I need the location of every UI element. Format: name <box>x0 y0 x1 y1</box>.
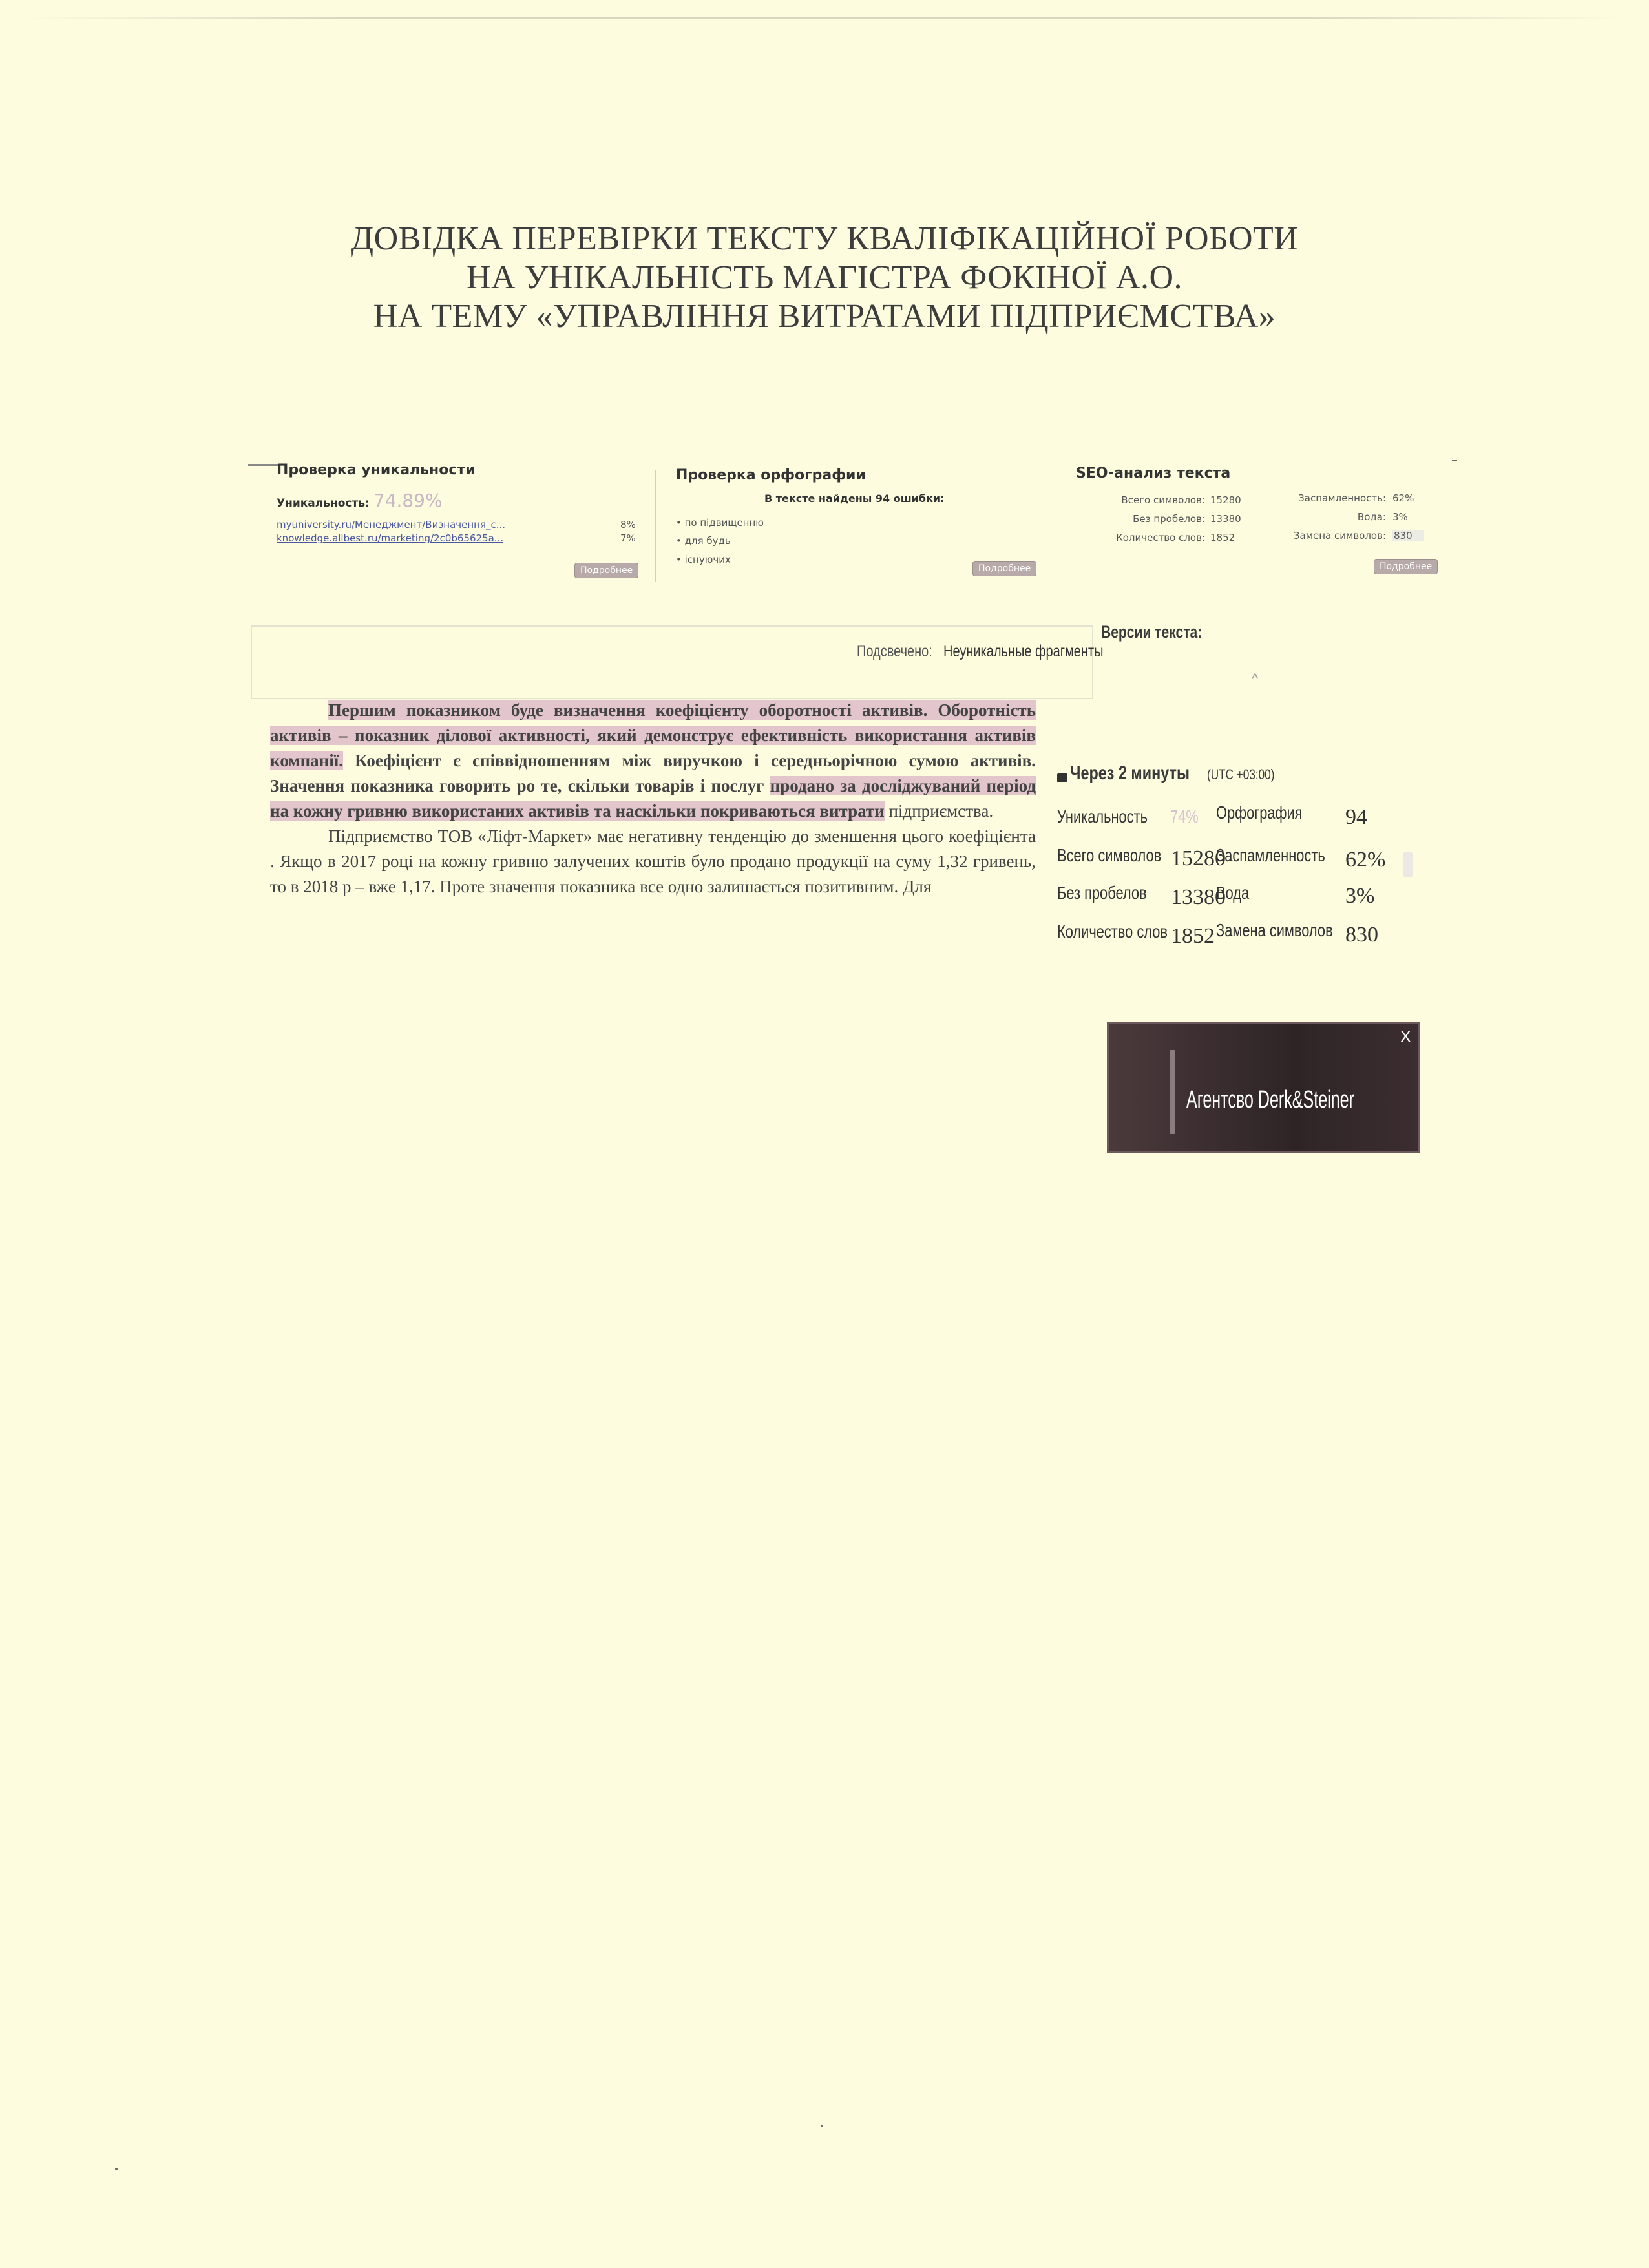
panel-corner-mark <box>1452 460 1457 461</box>
stat-uniq-value: 74% <box>1170 806 1199 826</box>
seo-nospace-value: 13380 <box>1210 513 1241 525</box>
timer: Через 2 минуты (UTC +03:00) <box>1057 762 1294 784</box>
stat-nospace-value: 13380 <box>1171 885 1226 909</box>
stat-uniq-label: Уникальность <box>1057 806 1148 826</box>
title-line-2: НА УНІКАЛЬНІСТЬ МАГІСТРА ФОКІНОЇ А.О. <box>466 259 1183 296</box>
stat-spell-label: Орфография <box>1216 803 1303 823</box>
stat-replace-label: Замена символов <box>1216 920 1333 940</box>
highlight-select[interactable]: Неуникальные фрагменты <box>943 642 1104 660</box>
document-title <box>0 220 1649 336</box>
non-unique-fragment: продано за досліджуваний період на кожну гривню використаних активів та наскільки покриваються витрати <box>270 776 1036 821</box>
title-line-1: ДОВІДКА ПЕРЕВІРКИ ТЕКСТУ КВАЛІФІКАЦІЙНОЇ РОБОТИ <box>350 220 1299 257</box>
lock-icon <box>1057 773 1067 782</box>
banner-decoration <box>1170 1050 1175 1134</box>
panel-divider <box>655 470 656 582</box>
stat-water-label: Вода <box>1216 883 1250 903</box>
spelling-item: • по підвищенню <box>676 517 764 529</box>
spelling-item: • для будь <box>676 535 731 547</box>
stat-chars-value: 15280 <box>1171 846 1226 870</box>
seo-nospace-label: Без пробелов: <box>1133 513 1205 525</box>
source-pct-2: 7% <box>620 532 636 544</box>
stat-words-value: 1852 <box>1171 924 1215 948</box>
paragraph <box>270 698 1036 824</box>
title-line-3: НА ТЕМУ «УПРАВЛІННЯ ВИТРАТАМИ ПІДПРИЄМСТВА» <box>373 298 1276 335</box>
stat-words-label: Количество слов <box>1057 921 1168 941</box>
spelling-panel-title: Проверка орфографии <box>676 467 866 483</box>
source-link-2[interactable]: knowledge.allbest.ru/marketing/2c0b65625a... <box>277 532 504 544</box>
uniqueness-label: Уникальность: 74.89% <box>277 490 443 511</box>
source-pct-1: 8% <box>620 519 636 530</box>
seo-details-button[interactable]: Подробнее <box>1374 559 1438 574</box>
seo-panel-title: SEO-анализ текста <box>1076 465 1231 481</box>
seo-spam-label: Заспамленность: <box>1298 492 1386 504</box>
seo-words-value: 1852 <box>1210 532 1235 543</box>
uniqueness-value: 74.89% <box>373 490 443 511</box>
document-text <box>270 698 1036 899</box>
seo-replace-label: Замена символов: <box>1293 530 1386 541</box>
scrollbar-thumb[interactable] <box>1403 852 1413 877</box>
close-icon[interactable]: X <box>1400 1027 1411 1046</box>
spelling-summary: В тексте найдены 94 ошибки: <box>764 492 945 505</box>
stat-replace-value: 830 <box>1345 923 1378 947</box>
unique-fragment: Коефіцієнт є співвідношенням між виручкою і середньорічною сумою активів. Значення показника говорить ро те, скільки товарів і послуг <box>270 751 1036 795</box>
uniqueness-details-button[interactable]: Подробнее <box>574 563 638 578</box>
highlight-label: Подсвечено: <box>857 642 932 660</box>
seo-chars-label: Всего символов: <box>1121 494 1205 506</box>
document-fade <box>251 974 1091 992</box>
panel-corner-mark <box>248 464 279 466</box>
non-unique-fragment: Першим показником буде визначення коефіцієнту оборотності активів. Оборотність активів – показник ділової активності, який демонструє ефективність використання активів компанії. <box>270 700 1036 770</box>
scan-speck <box>115 2168 118 2170</box>
stat-water-value: 3% <box>1345 884 1375 908</box>
stat-spam-value: 62% <box>1345 848 1386 872</box>
stat-spam-label: Заспамленность <box>1216 845 1325 865</box>
spelling-details-button[interactable]: Подробнее <box>972 561 1036 576</box>
seo-replace-value: 830 <box>1392 530 1424 541</box>
versions-label: Версии текста: <box>1101 622 1203 642</box>
uniqueness-panel-title: Проверка уникальности <box>277 462 476 478</box>
spelling-item: • існуючих <box>676 554 731 565</box>
seo-water-label: Вода: <box>1357 511 1386 523</box>
stat-chars-label: Всего символов <box>1057 845 1162 865</box>
source-link-1[interactable]: myuniversity.ru/Менеджмент/Визначення_с... <box>277 519 506 530</box>
seo-words-label: Количество слов: <box>1116 532 1205 543</box>
stat-spell-value: 94 <box>1345 805 1367 829</box>
document-viewer-header <box>251 625 1093 699</box>
stat-nospace-label: Без пробелов <box>1057 883 1147 903</box>
seo-spam-value: 62% <box>1392 492 1414 504</box>
paragraph: Підприємство ТОВ «Ліфт-Маркет» має негативну тенденцію до зменшення цього коефіцієнта . Якщо в 2017 році на кожну гривню залучених коштів було продано продукції на суму 1,32 гривень, то в 2018 р – вже 1,17. Проте значення показника все одно залишається позитивним. Для <box>270 826 1036 896</box>
chevron-up-icon[interactable]: ^ <box>1252 671 1259 687</box>
scan-speck <box>821 2125 823 2127</box>
ad-banner[interactable] <box>1107 1022 1420 1153</box>
scan-top-edge <box>26 17 1622 19</box>
unique-fragment: підприємства. <box>884 801 994 821</box>
seo-chars-value: 15280 <box>1210 494 1241 506</box>
banner-text: Агентсво Derk&Steiner <box>1186 1086 1354 1113</box>
seo-water-value: 3% <box>1392 511 1408 523</box>
